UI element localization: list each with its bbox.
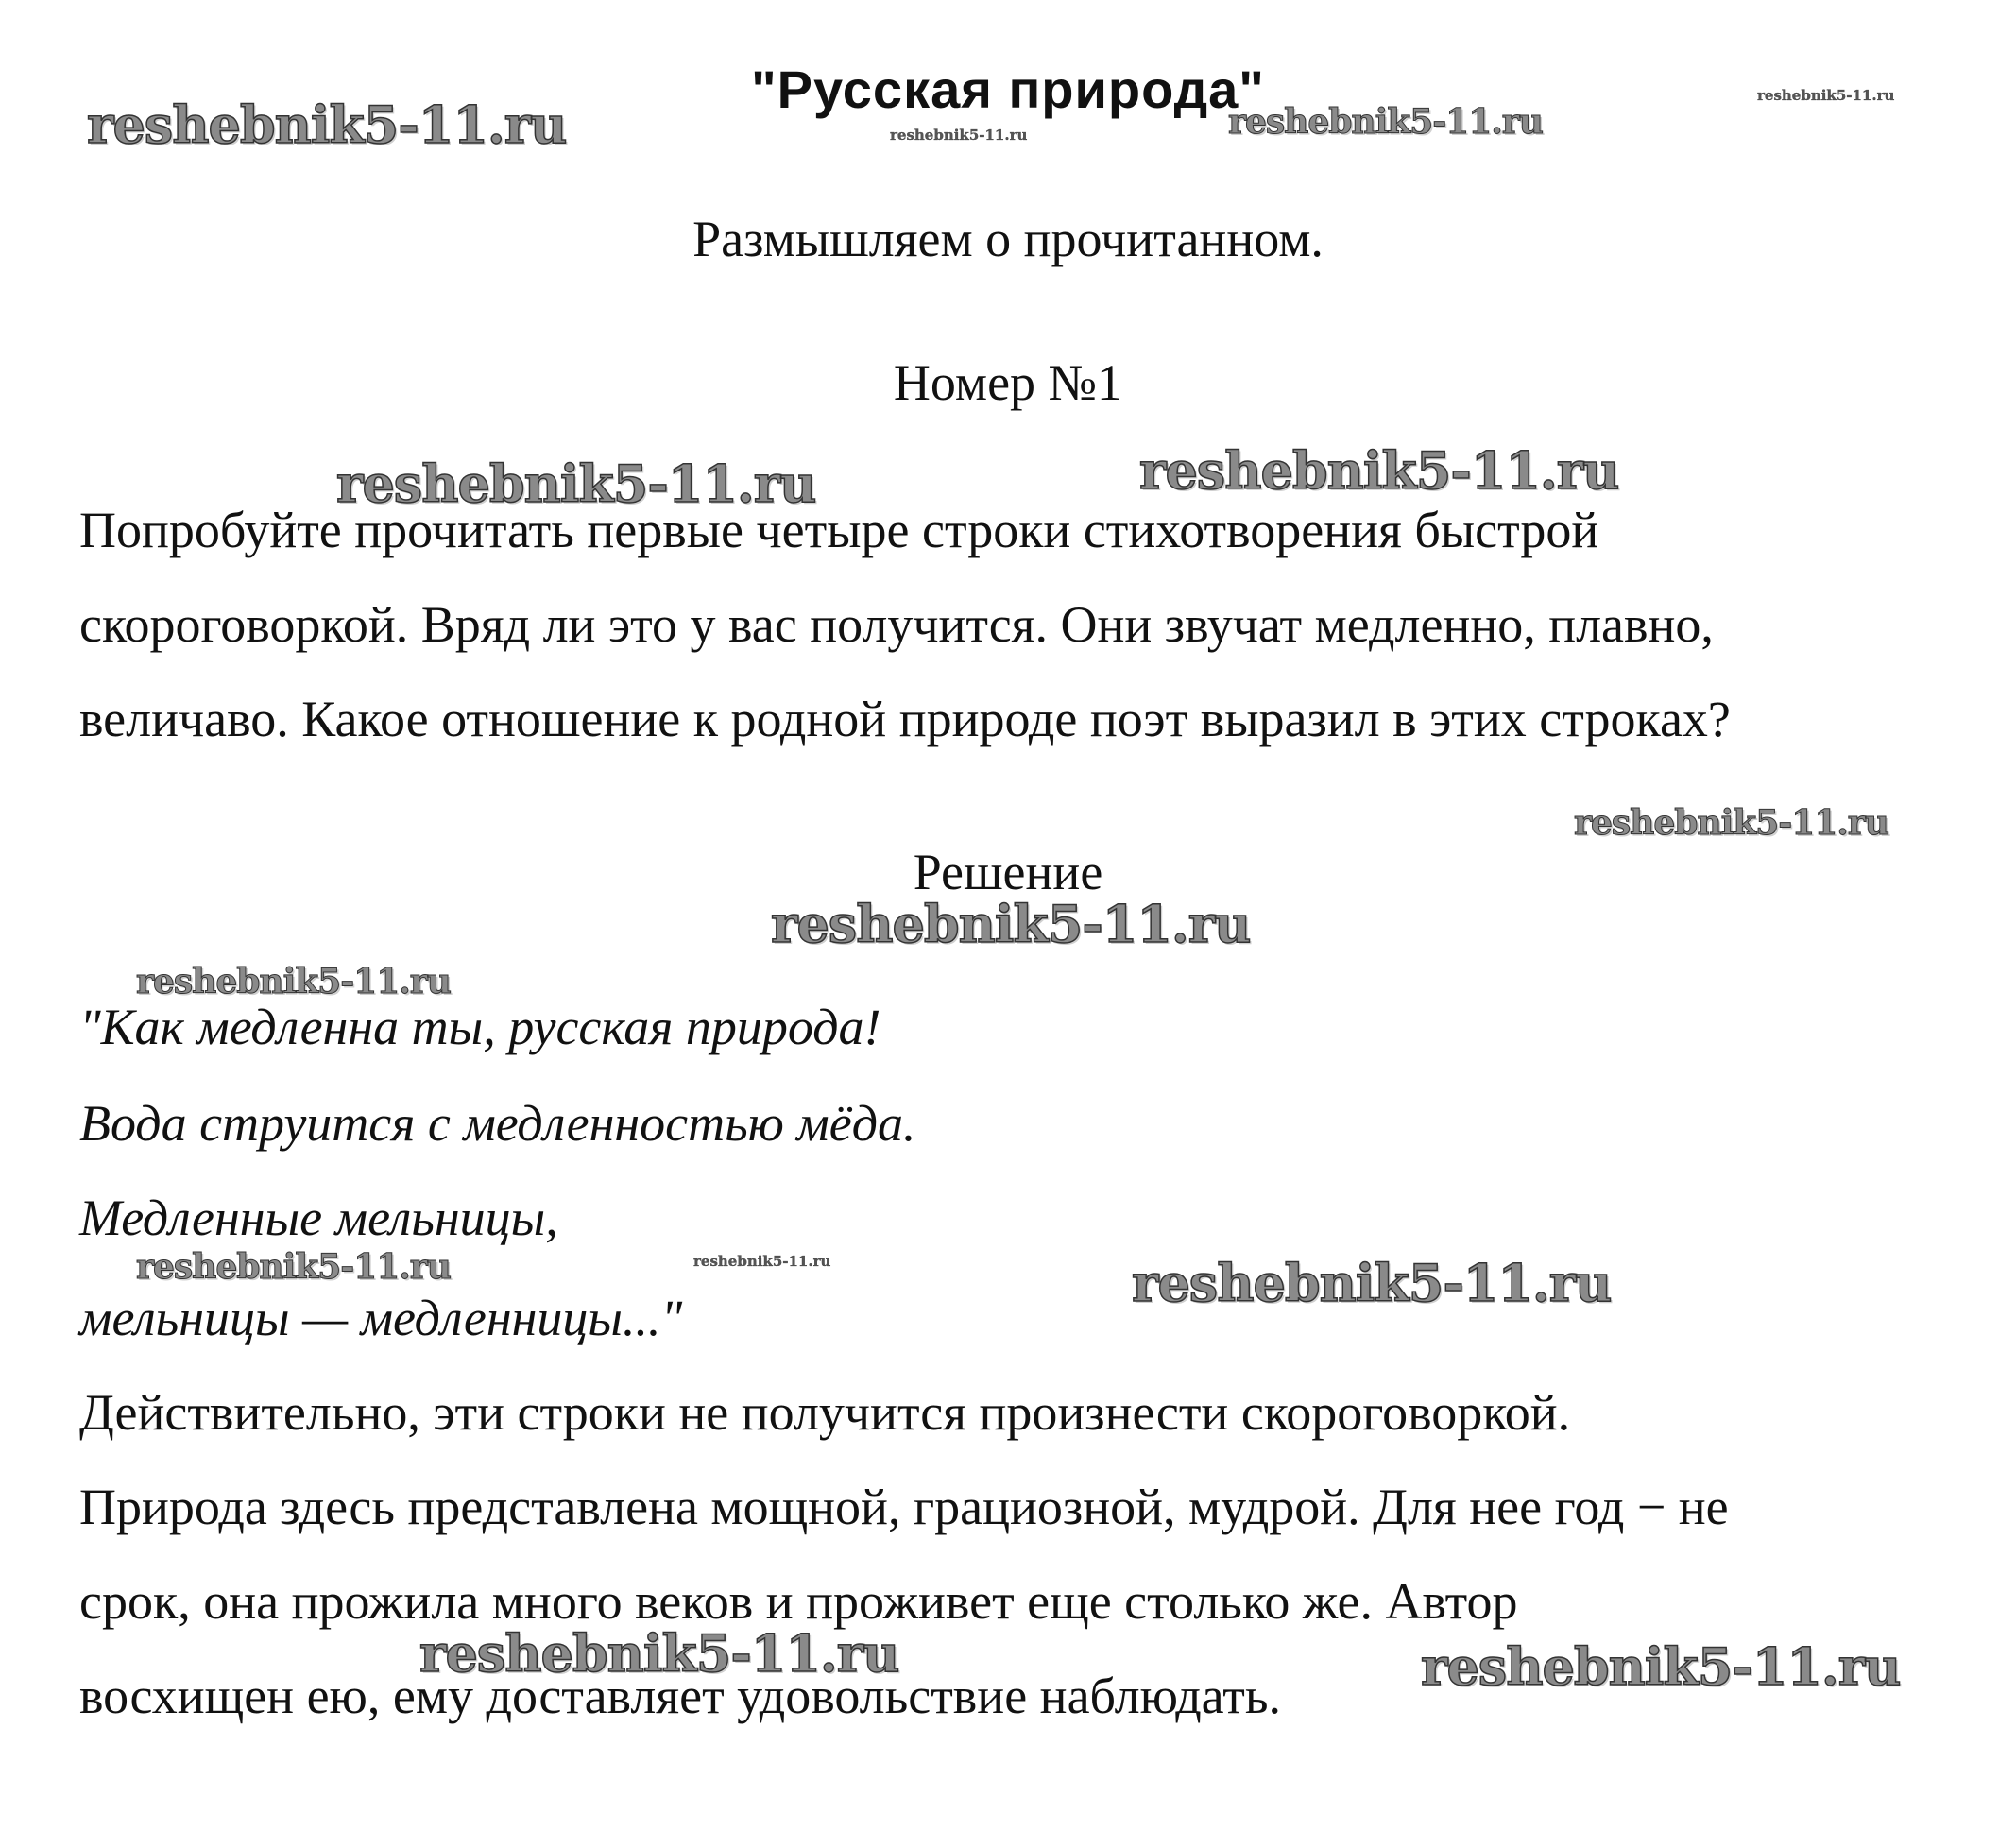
verse-line-4: мельницы — медленницы..." — [79, 1290, 683, 1346]
answer-line-4: восхищен ею, ему доставляет удовольствие наблюдать. — [79, 1668, 1281, 1724]
watermark: reshebnik5-11.ru — [1132, 1253, 1612, 1313]
watermark: reshebnik5-11.ru — [1228, 102, 1543, 142]
watermark: reshebnik5-11.ru — [136, 962, 451, 1001]
watermark: reshebnik5-11.ru — [771, 894, 1251, 954]
watermark: reshebnik5-11.ru — [890, 127, 1028, 144]
question-line-2: скороговоркой. Вряд ли это у вас получится. Они звучат медленно, плавно, — [79, 596, 1714, 653]
answer-line-3: срок, она прожила много веков и проживет еще столько же. Автор — [79, 1573, 1518, 1630]
watermark: reshebnik5-11.ru — [1757, 87, 1895, 104]
question-line-3: величаво. Какое отношение к родной природе поэт выразил в этих строках? — [79, 691, 1731, 747]
watermark: reshebnik5-11.ru — [419, 1623, 899, 1684]
watermark: reshebnik5-11.ru — [1139, 440, 1619, 501]
verse-line-1: "Как медленна ты, русская природа! — [79, 999, 881, 1055]
answer-line-1: Действительно, эти строки не получится произнести скороговоркой. — [79, 1384, 1571, 1441]
watermark: reshebnik5-11.ru — [1421, 1636, 1901, 1697]
page-title: "Русская природа" — [751, 60, 1265, 119]
watermark: reshebnik5-11.ru — [336, 453, 816, 514]
task-number: Номер №1 — [893, 354, 1123, 411]
question-line-1: Попробуйте прочитать первые четыре строки стихотворения быстрой — [79, 502, 1599, 558]
solution-heading: Решение — [913, 844, 1103, 900]
watermark: reshebnik5-11.ru — [136, 1247, 451, 1287]
verse-line-2: Вода струится с медленностью мёда. — [79, 1095, 916, 1152]
watermark: reshebnik5-11.ru — [1574, 803, 1888, 843]
watermark: reshebnik5-11.ru — [87, 94, 567, 155]
answer-line-2: Природа здесь представлена мощной, грациозной, мудрой. Для нее год − не — [79, 1479, 1729, 1535]
watermark: reshebnik5-11.ru — [693, 1253, 831, 1270]
section-subtitle: Размышляем о прочитанном. — [692, 211, 1324, 267]
verse-line-3: Медленные мельницы, — [79, 1189, 558, 1246]
